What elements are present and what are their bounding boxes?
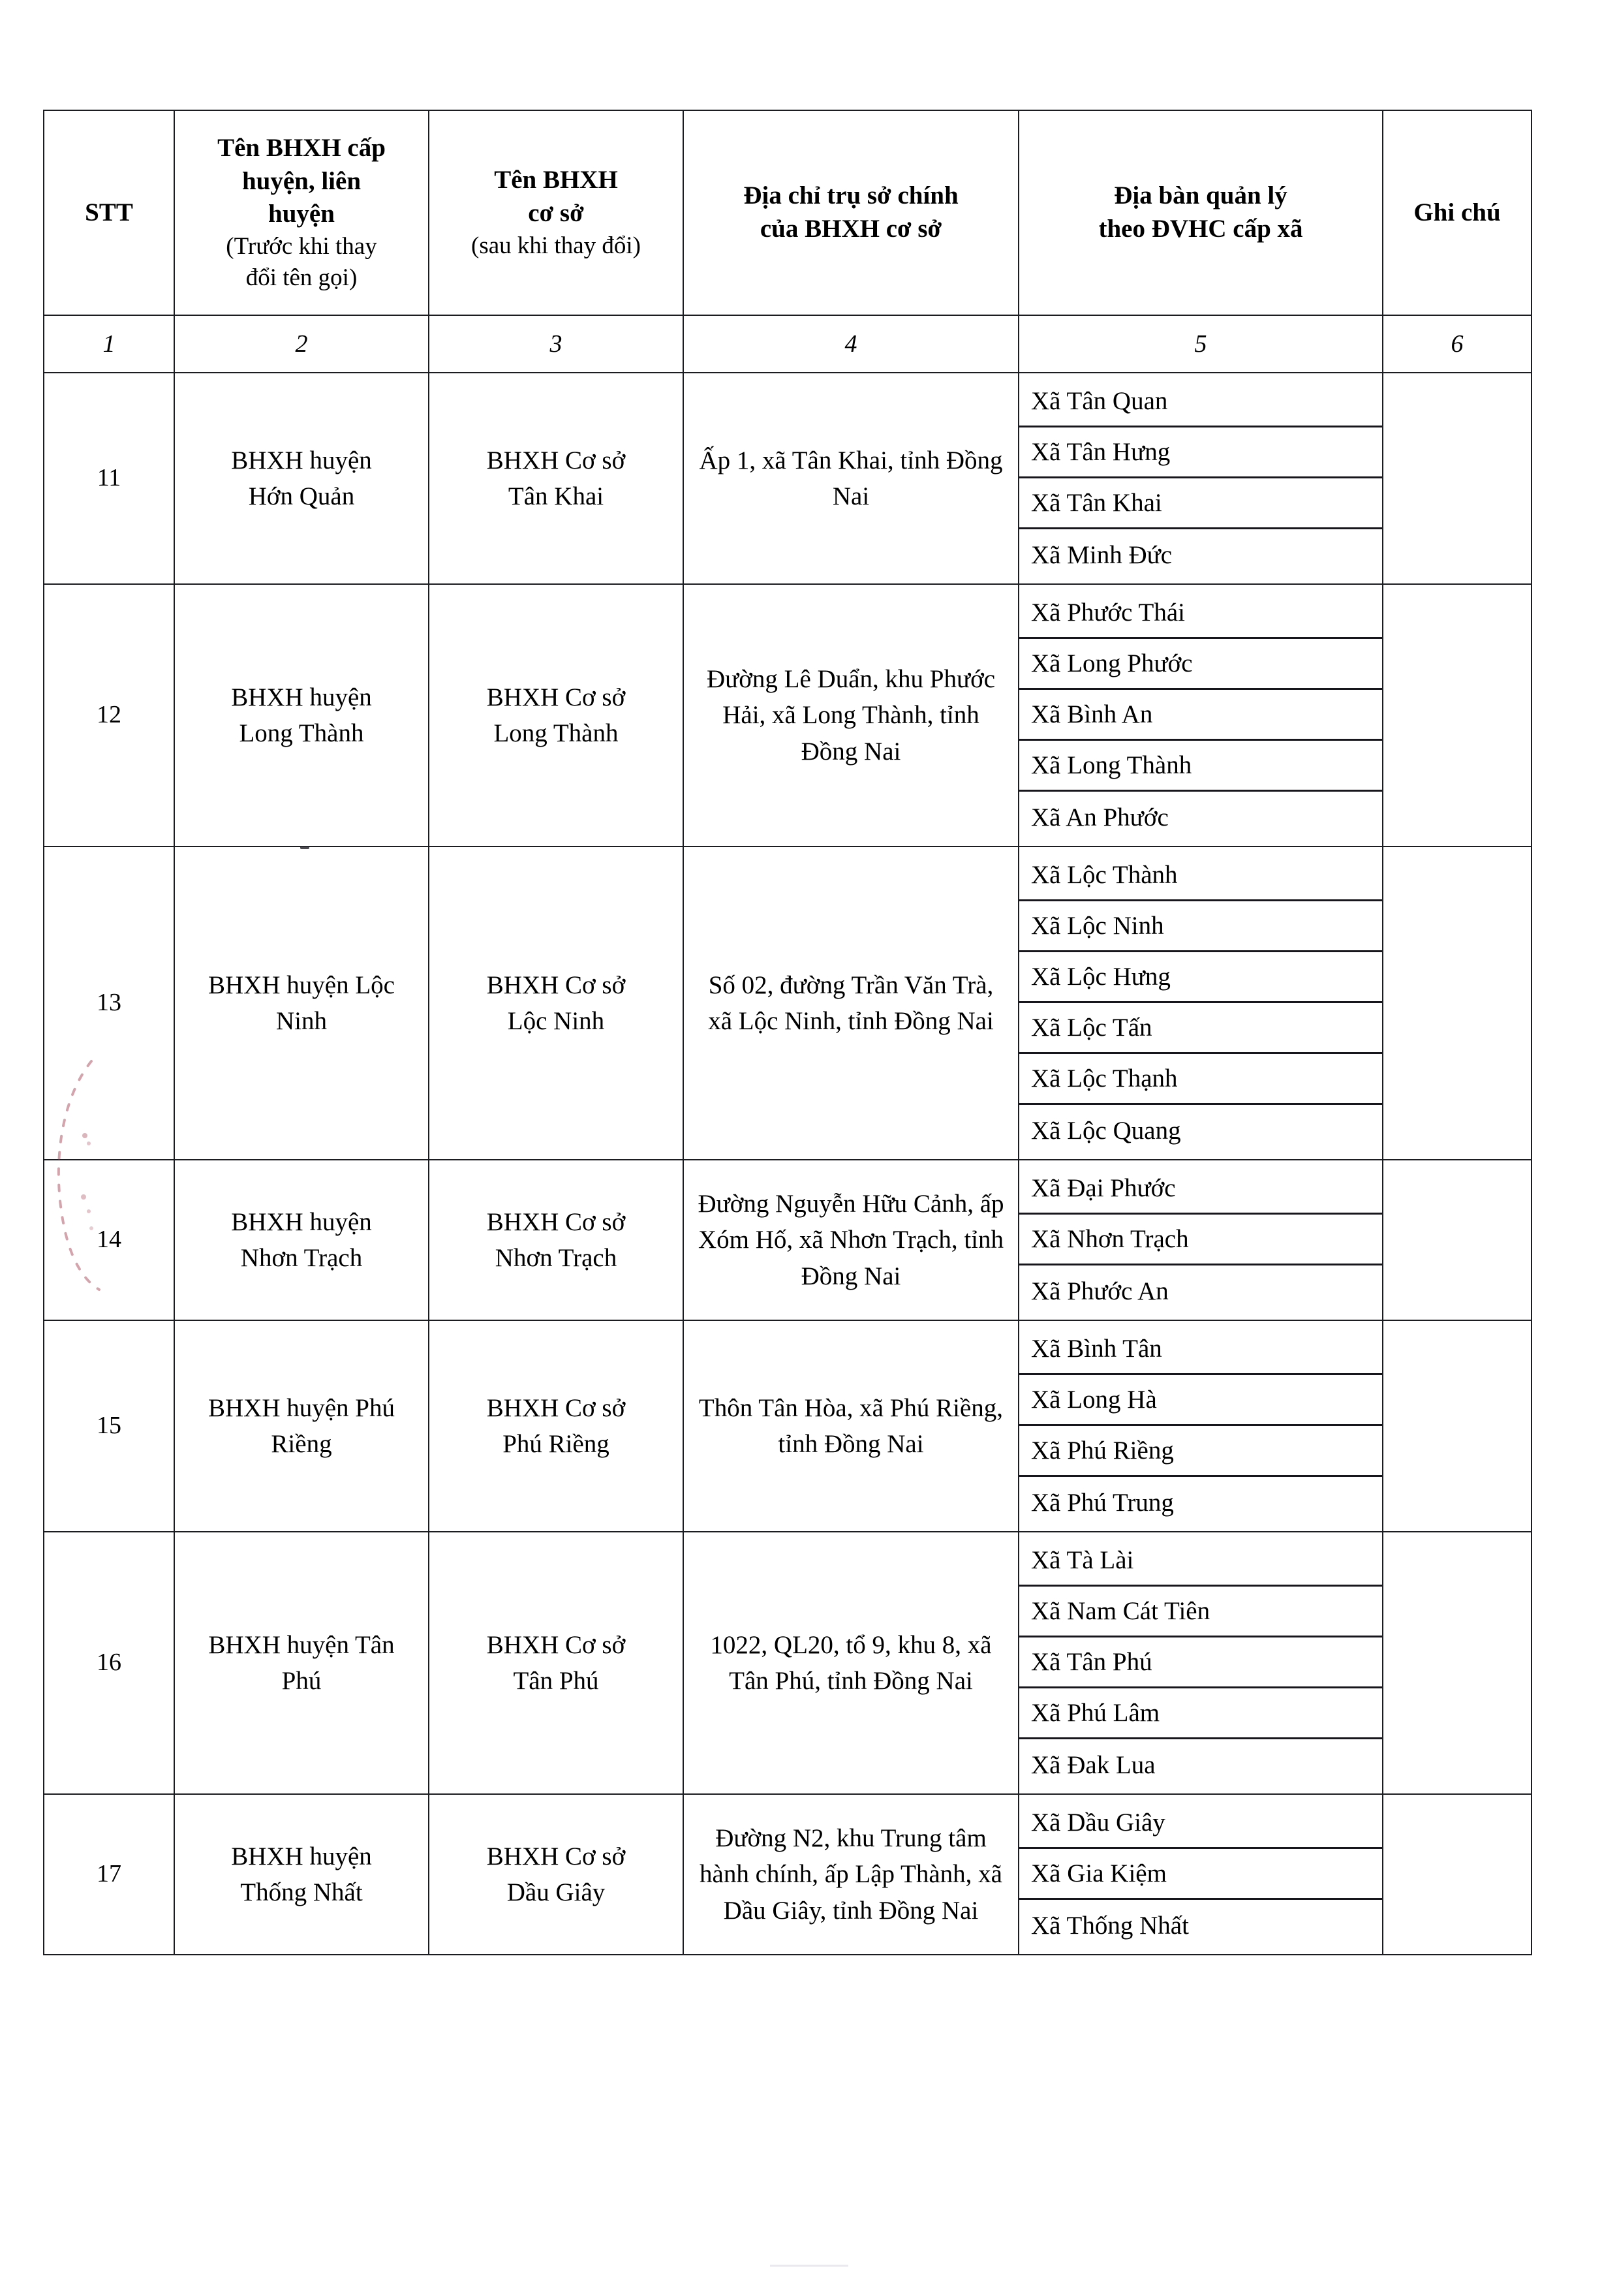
header-new-name-sub: (sau khi thay đổi) [471, 232, 641, 259]
row-stt-16 [44, 1532, 174, 1794]
ward-item: Xã Long Hà [1019, 1375, 1382, 1426]
row-new-name-11-line: Tân Khai [508, 482, 604, 510]
row-old-name-11-line: Hớn Quản [248, 482, 355, 510]
row-new-name-13-line: BHXH Cơ sở [486, 970, 626, 999]
header-new-name-line1: Tên BHXH [494, 166, 618, 194]
row-wards-14 [1019, 1160, 1383, 1320]
ward-item: Xã Bình Tân [1019, 1324, 1382, 1375]
header-note [1383, 110, 1532, 315]
row-old-name-13 [174, 846, 429, 1160]
row-wards-12 [1019, 584, 1383, 846]
row-stt-12 [44, 584, 174, 846]
row-address-15-line: Thôn Tân Hòa, xã Phú Riềng, tỉnh Đồng Nai [698, 1393, 1004, 1458]
row-note-12 [1383, 584, 1532, 846]
header-wards-line1: Địa bàn quản lý [1114, 181, 1287, 210]
row-old-name-17-line: Thống Nhất [240, 1878, 363, 1906]
header-wards-line2: theo ĐVHC cấp xã [1098, 215, 1303, 243]
header-old-name-line3: huyện [268, 200, 335, 228]
row-old-name-11-line: BHXH huyện [231, 446, 372, 474]
table-row [44, 584, 1532, 846]
row-address-15 [683, 1320, 1019, 1532]
row-new-name-17-line: BHXH Cơ sở [486, 1842, 626, 1870]
header-stt-label: STT [85, 198, 133, 226]
table-row [44, 1320, 1532, 1532]
ward-item: Xã Gia Kiệm [1019, 1849, 1382, 1900]
ward-item: Xã Dầu Giây [1019, 1798, 1382, 1849]
row-address-16 [683, 1532, 1019, 1794]
row-new-name-17 [429, 1794, 683, 1955]
row-new-name-15 [429, 1320, 683, 1532]
row-new-name-15-line: Phú Riềng [502, 1430, 609, 1458]
row-address-12-line: Đường Lê Duẩn, khu Phước Hải, xã Long Thành, tỉnh Đồng Nai [706, 664, 996, 766]
row-wards-11 [1019, 373, 1383, 584]
ward-item: Xã Nhơn Trạch [1019, 1215, 1382, 1265]
ward-item: Xã Minh Đức [1031, 540, 1173, 569]
row-old-name-12-line: Long Thành [239, 719, 364, 747]
row-old-name-15-line: Riềng [271, 1430, 332, 1458]
page-footer-speck [770, 2265, 848, 2267]
row-wards-17 [1019, 1794, 1383, 1955]
row-old-name-13-line: BHXH huyện Lộc [208, 970, 395, 999]
row-address-17-line: Đường N2, khu Trung tâm hành chính, ấp Lập Thành, xã Dầu Giây, tỉnh Đồng Nai [700, 1823, 1002, 1925]
row-new-name-13 [429, 846, 683, 1160]
column-number-2: 2 [174, 315, 429, 373]
header-old-name-line2: huyện, liên [241, 166, 362, 195]
table-header [44, 110, 1532, 373]
ward-item: Xã Phú Riềng [1019, 1426, 1382, 1477]
ink-speck-artifact [300, 846, 309, 849]
header-row [44, 110, 1532, 315]
ward-list [1019, 1324, 1382, 1528]
row-stt-13 [44, 846, 174, 1160]
row-note-16 [1383, 1532, 1532, 1794]
header-old-name [174, 110, 429, 315]
row-stt-14-line: 14 [97, 1226, 121, 1254]
ward-item: Xã Lộc Thạnh [1019, 1054, 1382, 1105]
ward-item: Xã Long Phước [1019, 639, 1382, 690]
column-number-row [44, 315, 1532, 373]
ward-item: Xã Phú Lâm [1019, 1688, 1382, 1739]
row-stt-13-line: 13 [97, 989, 121, 1017]
header-address-line1: Địa chỉ trụ sở chính [743, 181, 959, 210]
table-row [44, 1794, 1532, 1955]
header-address [683, 110, 1019, 315]
row-note-17 [1383, 1794, 1532, 1955]
row-wards-16 [1019, 1532, 1383, 1794]
ward-item: Xã Tà Lài [1019, 1536, 1382, 1587]
ward-item: Xã Phước An [1031, 1277, 1169, 1305]
row-old-name-12-line: BHXH huyện [231, 683, 372, 711]
column-number-3: 3 [429, 315, 683, 373]
row-old-name-14 [174, 1160, 429, 1320]
ward-item: Xã Tân Hưng [1019, 427, 1382, 478]
ward-item: Xã Bình An [1019, 690, 1382, 741]
row-old-name-16 [174, 1532, 429, 1794]
bhxh-assignment-table-wrapper [43, 110, 1531, 1955]
ward-list [1019, 1536, 1382, 1790]
ward-item: Xã An Phước [1031, 803, 1169, 831]
row-address-14 [683, 1160, 1019, 1320]
row-old-name-15-line: BHXH huyện Phú [208, 1393, 395, 1422]
row-address-13 [683, 846, 1019, 1160]
ward-item: Xã Tân Phú [1019, 1637, 1382, 1688]
ward-item: Xã Lộc Ninh [1019, 901, 1382, 952]
row-old-name-14-line: BHXH huyện [231, 1207, 372, 1236]
row-address-14-line: Đường Nguyễn Hữu Cảnh, ấp Xóm Hố, xã Nhơn Trạch, tỉnh Đồng Nai [698, 1189, 1004, 1290]
table-row [44, 846, 1532, 1160]
row-new-name-16-line: BHXH Cơ sở [486, 1630, 626, 1659]
table-row [44, 1160, 1532, 1320]
row-address-17 [683, 1794, 1019, 1955]
row-new-name-14-line: Nhơn Trạch [495, 1244, 617, 1272]
column-number-4: 4 [683, 315, 1019, 373]
row-stt-11-line: 11 [97, 464, 121, 492]
ward-item: Xã Thống Nhất [1031, 1911, 1189, 1940]
bhxh-assignment-table [43, 110, 1532, 1955]
ward-item: Xã Tân Khai [1019, 478, 1382, 529]
ward-item: Xã Lộc Hưng [1019, 952, 1382, 1003]
row-new-name-16-line: Tân Phú [513, 1667, 599, 1695]
row-old-name-13-line: Ninh [276, 1007, 327, 1035]
row-address-16-line: 1022, QL20, tổ 9, khu 8, xã Tân Phú, tỉnh Đồng Nai [710, 1630, 992, 1695]
row-new-name-11-line: BHXH Cơ sở [486, 446, 626, 474]
column-number-6: 6 [1383, 315, 1532, 373]
ward-item: Xã Lộc Tấn [1019, 1003, 1382, 1054]
row-old-name-17-line: BHXH huyện [231, 1842, 372, 1870]
header-new-name-line2: cơ sở [528, 198, 584, 227]
ward-item: Xã Lộc Quang [1031, 1116, 1181, 1145]
ward-list [1019, 850, 1382, 1156]
row-stt-15 [44, 1320, 174, 1532]
ward-item: Xã Long Thành [1019, 741, 1382, 792]
table-body [44, 373, 1532, 1955]
header-old-name-line1: Tên BHXH cấp [217, 133, 386, 162]
row-old-name-16-line: BHXH huyện Tân [208, 1630, 395, 1659]
row-new-name-13-line: Lộc Ninh [507, 1007, 605, 1035]
header-address-line2: của BHXH cơ sở [760, 215, 942, 243]
ward-item: Xã Nam Cát Tiên [1019, 1587, 1382, 1637]
row-stt-16-line: 16 [97, 1649, 121, 1677]
header-note-label: Ghi chú [1413, 198, 1501, 226]
header-old-name-sub1: (Trước khi thay [226, 232, 377, 260]
ward-item: Xã Đak Lua [1031, 1750, 1156, 1779]
ward-item: Xã Tân Quan [1019, 377, 1382, 427]
column-number-1: 1 [44, 315, 174, 373]
row-new-name-14-line: BHXH Cơ sở [486, 1207, 626, 1236]
row-wards-15 [1019, 1320, 1383, 1532]
header-old-name-sub2: đổi tên gọi) [245, 264, 358, 292]
row-new-name-14 [429, 1160, 683, 1320]
row-old-name-11 [174, 373, 429, 584]
row-note-13 [1383, 846, 1532, 1160]
table-row [44, 1532, 1532, 1794]
row-address-11-line: Ấp 1, xã Tân Khai, tỉnh Đồng Nai [699, 446, 1003, 510]
row-address-13-line: Số 02, đường Trần Văn Trà, xã Lộc Ninh, tỉnh Đồng Nai [708, 970, 994, 1035]
row-old-name-16-line: Phú [281, 1667, 322, 1695]
row-stt-17-line: 17 [97, 1860, 121, 1888]
row-new-name-15-line: BHXH Cơ sở [486, 1393, 626, 1422]
row-new-name-11 [429, 373, 683, 584]
row-old-name-12 [174, 584, 429, 846]
header-new-name [429, 110, 683, 315]
row-old-name-17 [174, 1794, 429, 1955]
row-old-name-15 [174, 1320, 429, 1532]
ward-item: Xã Phú Trung [1031, 1488, 1174, 1517]
header-wards [1019, 110, 1383, 315]
row-note-11 [1383, 373, 1532, 584]
ward-list [1019, 588, 1382, 843]
row-note-15 [1383, 1320, 1532, 1532]
ward-item: Xã Lộc Thành [1019, 850, 1382, 901]
row-stt-14 [44, 1160, 174, 1320]
row-stt-11 [44, 373, 174, 584]
row-stt-12-line: 12 [97, 701, 121, 729]
row-new-name-12 [429, 584, 683, 846]
row-new-name-12-line: BHXH Cơ sở [486, 683, 626, 711]
row-stt-15-line: 15 [97, 1412, 121, 1440]
row-new-name-16 [429, 1532, 683, 1794]
table-row [44, 373, 1532, 584]
ward-list [1019, 1798, 1382, 1951]
header-stt [44, 110, 174, 315]
ward-list [1019, 377, 1382, 580]
ward-item: Xã Đại Phước [1019, 1164, 1382, 1215]
row-address-11 [683, 373, 1019, 584]
ward-item: Xã Phước Thái [1019, 588, 1382, 639]
ward-list [1019, 1164, 1382, 1316]
row-old-name-14-line: Nhơn Trạch [240, 1244, 363, 1272]
row-new-name-12-line: Long Thành [493, 719, 619, 747]
row-stt-17 [44, 1794, 174, 1955]
row-address-12 [683, 584, 1019, 846]
row-note-14 [1383, 1160, 1532, 1320]
column-number-5: 5 [1019, 315, 1383, 373]
row-wards-13 [1019, 846, 1383, 1160]
row-new-name-17-line: Dầu Giây [506, 1878, 606, 1906]
